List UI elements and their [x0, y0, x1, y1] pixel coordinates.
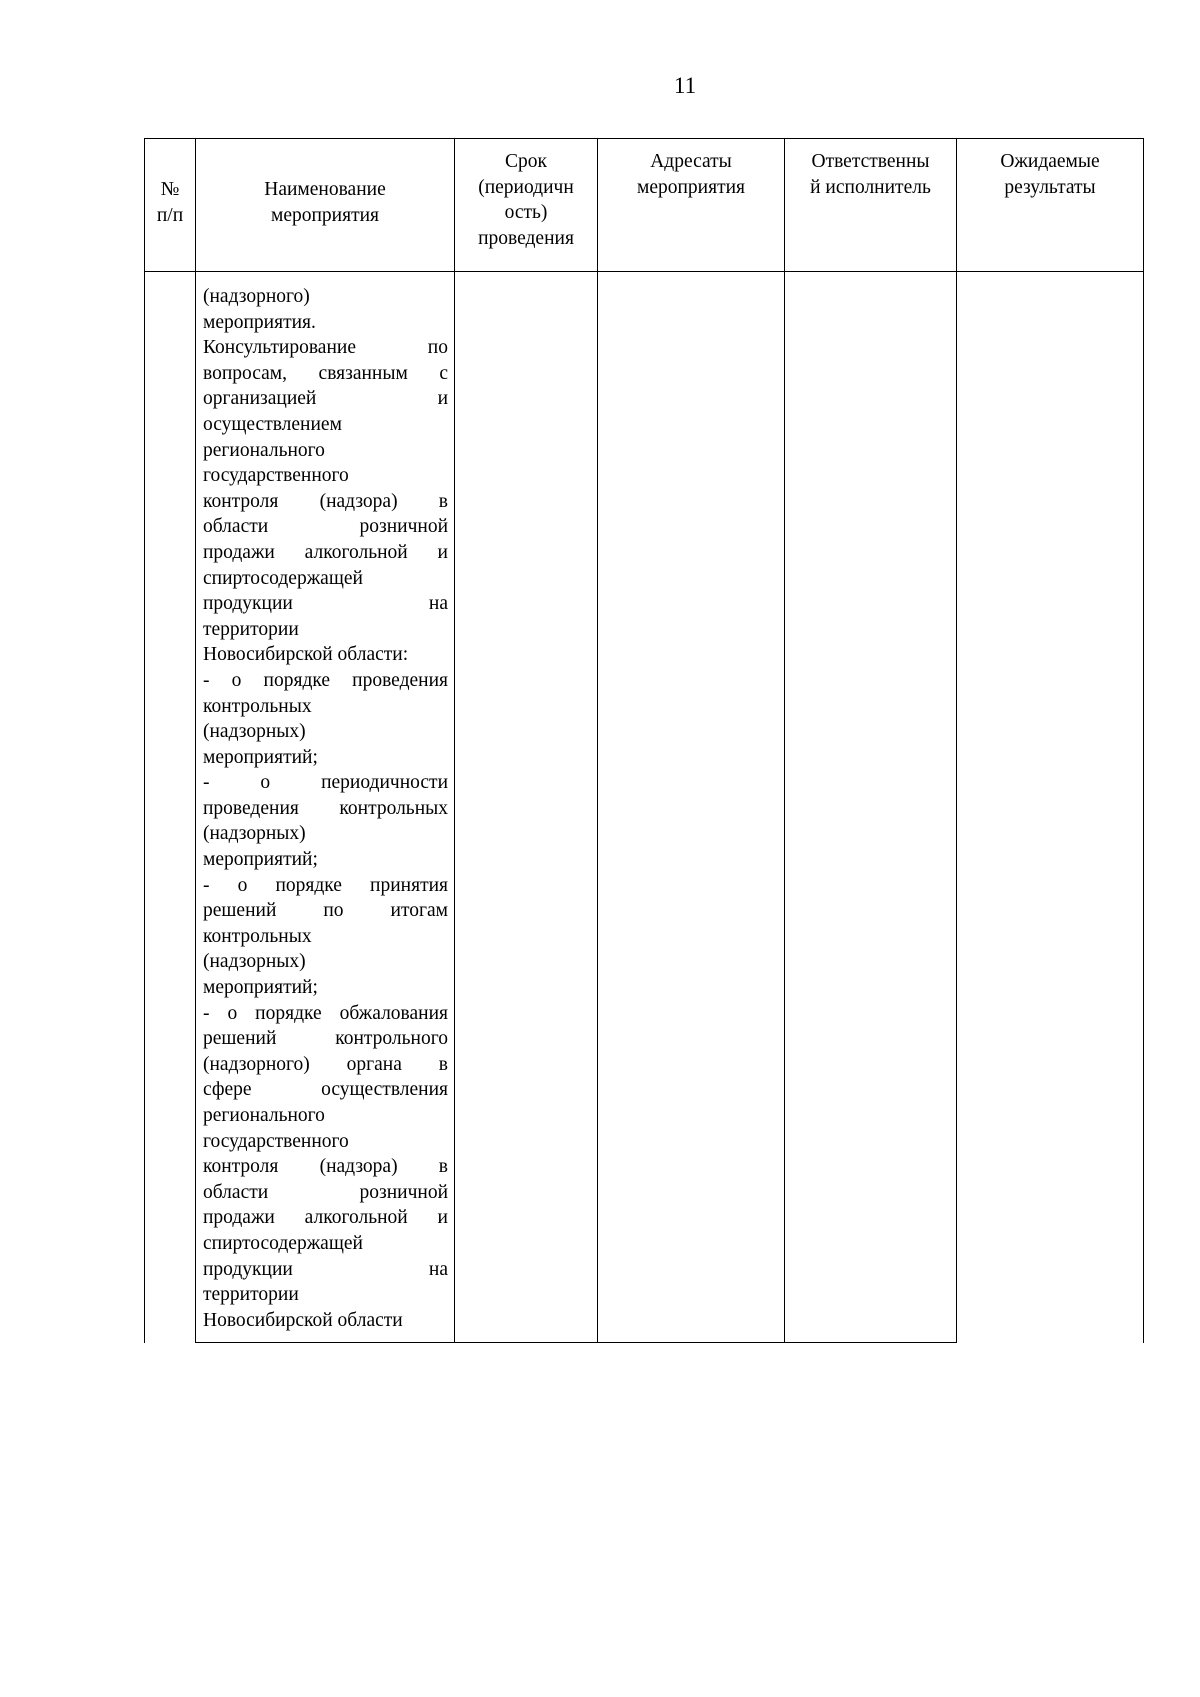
header-line: результаты — [1004, 176, 1096, 198]
header-line: Адресаты — [650, 151, 732, 172]
header-term — [455, 139, 598, 272]
description-line: продукции на — [203, 593, 448, 615]
description-line: проведения контрольных — [203, 797, 448, 819]
description-line: мероприятий; — [203, 746, 318, 768]
header-line: Ответственны — [811, 151, 930, 172]
description-line: регионального — [203, 439, 325, 461]
header-addressees — [598, 139, 785, 272]
description-line: территории — [203, 618, 299, 640]
event-description — [196, 272, 454, 1333]
header-line: Срок — [505, 151, 547, 172]
header-line: й исполнитель — [810, 176, 931, 198]
description-line: контрольных — [203, 695, 312, 717]
description-line: организацией и — [203, 388, 448, 410]
description-line: области розничной — [203, 516, 448, 538]
page-number: 11 — [673, 73, 697, 98]
description-line: (надзорных) — [203, 823, 306, 845]
header-results — [957, 139, 1144, 272]
header-line: Наименование — [264, 179, 386, 200]
description-line: - о порядке проведения — [203, 669, 448, 691]
description-line: решений контрольного — [203, 1028, 448, 1050]
header-line: мероприятия — [636, 176, 745, 198]
header-line: Ожидаемые — [1000, 151, 1100, 172]
description-line: государственного — [203, 1130, 349, 1152]
cell-addressees — [598, 272, 785, 1343]
cell-results — [957, 272, 1144, 1343]
header-term-text — [455, 139, 597, 251]
description-line: государственного — [203, 465, 349, 487]
header-name-text — [196, 139, 454, 228]
description-line: мероприятий; — [203, 849, 318, 871]
table-row — [145, 272, 1144, 1343]
description-line: (надзорных) — [203, 721, 306, 743]
description-line: (надзорного) органа в — [203, 1053, 448, 1075]
header-line: проведения — [478, 227, 574, 249]
cell-term — [455, 272, 598, 1343]
description-line: контрольных — [203, 925, 312, 947]
table-header-row — [145, 139, 1144, 272]
description-line: (надзорных) — [203, 951, 306, 973]
description-line: - о порядке обжалования — [203, 1002, 448, 1024]
description-line: (надзорного) — [203, 286, 310, 307]
description-line: мероприятия. — [203, 311, 316, 333]
header-line: мероприятия — [270, 204, 379, 226]
description-line: Консультирование по — [203, 337, 448, 359]
description-line: - о порядке принятия — [203, 874, 448, 896]
description-line: продажи алкогольной и — [203, 1207, 448, 1229]
description-line: территории — [203, 1284, 299, 1306]
description-line: контроля (надзора) в — [203, 490, 448, 512]
description-line: мероприятий; — [203, 977, 318, 999]
header-number — [145, 139, 196, 272]
description-line: продажи алкогольной и — [203, 541, 448, 563]
description-line: регионального — [203, 1105, 325, 1126]
header-line: № — [160, 179, 180, 200]
description-line: Новосибирской области: — [203, 644, 409, 666]
description-line: вопросам, связанным с — [203, 362, 448, 384]
cell-number — [145, 272, 196, 1343]
description-line: решений по итогам — [203, 900, 448, 922]
description-line: области розничной — [203, 1181, 448, 1203]
description-line: спиртосодержащей — [203, 567, 363, 589]
header-number-text — [145, 139, 195, 228]
header-responsible-text — [785, 139, 956, 200]
header-line: п/п — [156, 204, 184, 226]
header-results-text — [957, 139, 1143, 200]
description-line: спиртосодержащей — [203, 1232, 363, 1254]
header-name — [196, 139, 455, 272]
events-table — [144, 138, 1144, 1343]
description-line: - о периодичности — [203, 772, 448, 794]
header-line: (периодичн — [478, 176, 574, 198]
description-line: осуществлением — [203, 413, 342, 435]
cell-responsible — [785, 272, 957, 1343]
description-line: продукции на — [203, 1258, 448, 1280]
description-line: сфере осуществления — [203, 1079, 448, 1101]
description-line: контроля (надзора) в — [203, 1156, 448, 1178]
cell-name — [196, 272, 455, 1343]
header-addressees-text — [598, 139, 784, 200]
header-responsible — [785, 139, 957, 272]
description-line: Новосибирской области — [203, 1309, 403, 1331]
header-line: ость) — [504, 202, 548, 224]
